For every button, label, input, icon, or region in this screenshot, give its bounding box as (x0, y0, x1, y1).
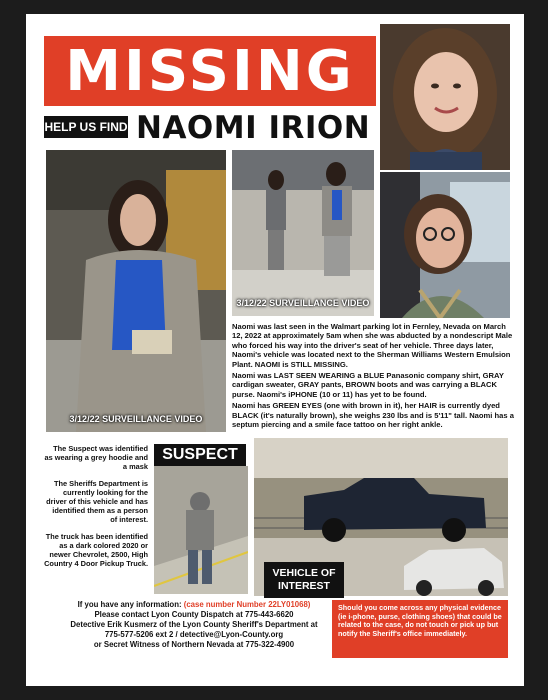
suspect-label: SUSPECT (154, 444, 246, 466)
missing-poster (26, 14, 524, 686)
vehicle-label-line2: INTEREST (278, 580, 330, 592)
surveillance-caption-left: 3/12/22 SURVEILLANCE VIDEO (69, 414, 203, 424)
portrait-photo-in-car (380, 172, 510, 318)
missing-banner (44, 36, 376, 106)
contact-intro: If you have any information: (77, 600, 184, 609)
contact-detective-phone-email: 775-577-5206 ext 2 / detective@Lyon-County.org (104, 630, 284, 639)
missing-title: MISSING (65, 38, 355, 104)
suspect-note-driver: The Sheriffs Department is currently looking for the driver of this vehicle and has identified them as a person of interest. (46, 479, 148, 524)
suspect-photo (154, 466, 248, 594)
suspect-note-clothing: The Suspect was identified as wearing a grey hoodie and a mask (44, 444, 148, 471)
contact-info (44, 600, 344, 650)
description-para-appearance: Naomi has GREEN EYES (one with brown in it), her HAIR is currently dyed BLACK (it's naturally brown), she weighs 230 lbs and is 5'11" tall. Naomi has a septum piercing and a smile face tattoo on her right ankle. (232, 401, 514, 430)
case-number: (case number Number 22LY01068) (183, 600, 311, 609)
suspect-note-truck: The truck has been identified as a dark colored 2020 or newer Chevrolet, 2500, High Country 4 Door Pickup Truck. (44, 532, 148, 568)
vehicle-label-line1: VEHICLE OF (272, 567, 336, 579)
contact-secret-witness: or Secret Witness of Northern Nevada at 775-322-4900 (93, 640, 295, 649)
surveillance-caption-mid: 3/12/22 SURVEILLANCE VIDEO (236, 298, 370, 308)
description-para-abduction: Naomi was last seen in the Walmart parking lot in Fernley, Nevada on March 12, 2022 at approximately 5am when she was abducted by a nondescript Male who forced his way into the driver's seat of her vehicle. Three days later, Naomi's vehicle was located next to the Sherman Williams Western Emulsion Plant. NAOMI is STILL MISSING. (232, 322, 513, 369)
suspect-notes (44, 444, 148, 576)
vehicle-of-interest-label (264, 562, 344, 598)
person-name: NAOMI IRION (136, 110, 371, 146)
evidence-notice: Should you come across any physical evidence (ie i-phone, purse, clothing shoes) that could be related to the case, do not touch or pick up but notify the Sheriff's office immediately. (332, 600, 508, 658)
contact-dispatch: Please contact Lyon County Dispatch at 775-443-6620 (94, 610, 294, 619)
description-para-clothing: Naomi was LAST SEEN WEARING a BLUE Panasonic company shirt, GRAY cardigan sweater, GRAY pants, BROWN boots and was carrying a BLACK purse. Naomi's iPHONE (10 or 11) has yet to be found. (232, 371, 504, 399)
portrait-photo-smiling (380, 24, 510, 170)
description-text (232, 322, 516, 431)
contact-detective: Detective Erik Kusmerz of the Lyon County Sheriff's Department at (70, 620, 318, 629)
surveillance-photo-store (46, 150, 226, 432)
surveillance-photo-walking (232, 150, 374, 316)
help-us-find-label: HELP US FIND (44, 116, 128, 138)
